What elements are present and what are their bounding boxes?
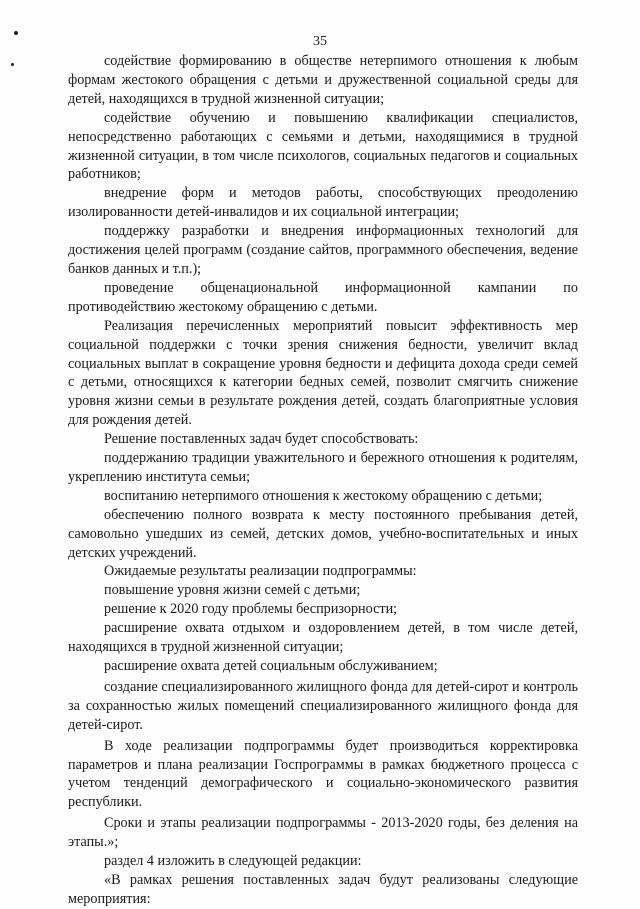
paragraph: расширение охвата отдыхом и оздоровлением детей, в том числе детей, находящихся в трудной жизненной ситуации; xyxy=(68,620,578,656)
paragraph: «В рамках решения поставленных задач будут реализованы следующие мероприятия: xyxy=(68,871,578,907)
paragraph: содействие формированию в обществе нетерпимого отношения к любым формам жестокого обращения с детьми и дружественной социальной среды для детей, находящихся в трудной жизненной ситуации; xyxy=(68,53,578,107)
paragraph: В ходе реализации подпрограммы будет производиться корректировка параметров и плана реализации Госпрограммы в рамках бюджетного процесса с учетом тенденций демографического и социально-экономического развития республики. xyxy=(68,737,578,811)
paragraph: обеспечению полного возврата к месту постоянного пребывания детей, самовольно ушедших из семей, детских домов, учебно-воспитательных и иных детских учреждений. xyxy=(68,506,578,561)
paragraph: Решение поставленных задач будет способствовать: xyxy=(104,431,419,448)
paragraph: проведение общенациональной информационной кампании по противодействию жестокому обращению с детьми. xyxy=(68,279,578,315)
paragraph: расширение охвата детей социальным обслуживанием; xyxy=(104,658,438,674)
scan-speck xyxy=(11,63,14,66)
paragraph: Ожидаемые результаты реализации подпрограммы: xyxy=(104,563,417,580)
document-body xyxy=(68,52,578,909)
paragraph: Сроки и этапы реализации подпрограммы - 2013-2020 годы, без деления на этапы.»; xyxy=(68,815,578,851)
paragraph: внедрение форм и методов работы, способствующих преодолению изолированности детей-инвалидов и их социальной интеграции; xyxy=(68,185,578,221)
paragraph: поддержанию традиции уважительного и бережного отношения к родителям, укреплению института семьи; xyxy=(68,450,578,485)
paragraph: Реализация перечисленных мероприятий повысит эффективность мер социальной поддержки с точки зрения снижения бедности, увеличит вклад социальных выплат в сокращение уровня бедности и дефицита дохода среди семей с детьми, относящихся к категории бедных семей, позволит смягчить снижение уровня жизни семьи в результате рождения детей, создать благоприятные условия для рождения детей. xyxy=(68,317,578,429)
paragraph: повышение уровня жизни семей с детьми; xyxy=(104,582,361,599)
paragraph: создание специализированного жилищного фонда для детей-сирот и контроль за сохранностью жилых помещений специализированного жилищного фонда для детей-сирот. xyxy=(68,678,578,733)
paragraph: воспитанию нетерпимого отношения к жестокому обращению с детьми; xyxy=(104,487,543,504)
page-number: 35 xyxy=(313,34,327,49)
paragraph: содействие обучению и повышению квалификации специалистов, непосредственно работающих с семьями и детьми, находящимися в трудной жизненной ситуации, в том числе психологов, социальных педагогов и социальных работников; xyxy=(68,109,578,183)
paragraph: раздел 4 изложить в следующей редакции: xyxy=(104,853,362,870)
paragraph: решение к 2020 году проблемы беспризорности; xyxy=(104,601,398,618)
paragraph: поддержку разработки и внедрения информационных технологий для достижения целей программ (создание сайтов, программного обеспечения, ведение банков данных и т.п.); xyxy=(68,223,578,277)
